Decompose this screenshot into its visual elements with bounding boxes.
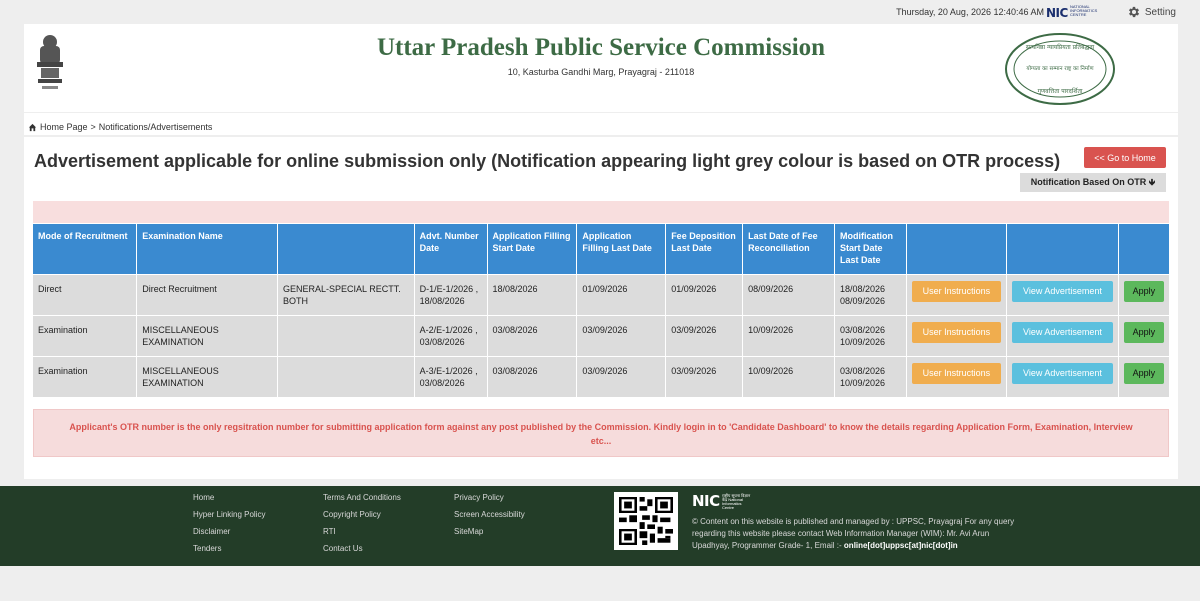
user-instructions-button[interactable]: User Instructions [912, 281, 1001, 302]
footer-link-copyright[interactable]: Copyright Policy [323, 510, 381, 519]
table-row [33, 356, 1169, 397]
cell-action [1006, 274, 1118, 315]
user-instructions-button[interactable]: User Instructions [912, 363, 1001, 384]
cell-action [906, 274, 1006, 315]
cell-exam: Direct Recruitment [137, 274, 278, 315]
nic-footer-logo: NIC राष्ट्रीय सूचना विज्ञान केंद्र National Informatics Centre [692, 492, 751, 510]
view-advertisement-button[interactable]: View Advertisement [1012, 281, 1113, 302]
breadcrumb [24, 113, 1178, 135]
footer-link-contact[interactable]: Contact Us [323, 544, 363, 553]
breadcrumb-home-link[interactable]: Home Page [40, 122, 88, 132]
cell-reconcile: 10/09/2026 [743, 356, 835, 397]
notification-otr-button[interactable]: Notification Based On OTR 🡻 [1020, 173, 1166, 192]
home-icon [28, 123, 37, 132]
view-advertisement-button[interactable]: View Advertisement [1012, 363, 1113, 384]
header-exam-name: Examination Name [137, 224, 278, 274]
otr-notice: Applicant's OTR number is the only regsitration number for submitting application form against any post published by the Commission. Kindly login in to 'Candidate Dashboard' to know the details regarding Application Form, Examination, Interview etc... [33, 409, 1169, 457]
footer-link-disclaimer[interactable]: Disclaimer [193, 527, 231, 536]
cell-mode: Examination [33, 356, 137, 397]
settings-label: Setting [1144, 6, 1176, 18]
cell-exam: MISCELLANEOUS EXAMINATION [137, 356, 278, 397]
advt-number: A-3/E-1/2026 , [419, 365, 478, 376]
advt-date: 03/08/2026 [419, 377, 465, 388]
site-address: 10, Kasturba Gandhi Marg, Prayagraj - 211018 [507, 67, 695, 77]
apply-button[interactable]: Apply [1124, 363, 1164, 384]
cell-modification [834, 356, 906, 397]
mod-last: 10/09/2026 [839, 377, 886, 388]
header-app-start: Application Filling Start Date [487, 224, 577, 274]
footer-links-col-3 [454, 492, 525, 543]
footer-link-accessibility[interactable]: Screen Accessibility [454, 510, 525, 519]
gear-icon [1127, 5, 1141, 19]
cell-post [278, 356, 415, 397]
main-content [24, 137, 1178, 479]
advt-number: D-1/E-1/2026 , [419, 283, 479, 294]
header-blank-3 [1118, 224, 1169, 274]
site-footer [0, 486, 1200, 566]
cell-exam: MISCELLANEOUS EXAMINATION [137, 315, 278, 356]
footer-copyright [692, 516, 1028, 552]
cell-action [1006, 315, 1118, 356]
table-header-row [33, 224, 1169, 274]
header-blank-2 [1006, 224, 1118, 274]
header-reconciliation: Last Date of Fee Reconciliation [743, 224, 835, 274]
footer-links-col-1 [193, 492, 265, 560]
page-title: Advertisement applicable for online submission only (Notification appearing light grey colour is based on OTR process) [34, 151, 1061, 171]
header-advt-number: Advt. Number Date [414, 224, 487, 274]
seal-middle-text: योग्यता का सम्मान राष्ट्र का निर्माण [1026, 66, 1094, 72]
cell-mode: Examination [33, 315, 137, 356]
nic-logo: NIC NATIONAL INFORMATICS CENTRE [1046, 4, 1098, 20]
commission-seal-icon [1004, 32, 1116, 106]
site-header [24, 24, 1178, 112]
header-mode: Mode of Recruitment [33, 224, 137, 274]
cell-advt [414, 274, 487, 315]
apply-button[interactable]: Apply [1124, 281, 1164, 302]
cell-modification [834, 274, 906, 315]
header-modification: Modification Start Date Last Date [834, 224, 906, 274]
top-bar [0, 0, 1200, 24]
alert-band [33, 201, 1169, 223]
mod-start: 03/08/2026 [839, 365, 886, 376]
cell-fee-last: 03/09/2026 [666, 315, 743, 356]
site-title: Uttar Pradesh Public Service Commission [376, 34, 826, 61]
footer-link-hyperlinking[interactable]: Hyper Linking Policy [193, 510, 266, 519]
cell-modification [834, 315, 906, 356]
cell-action [1006, 356, 1118, 397]
copyright-text: © Content on this website is published and managed by : UPPSC, Prayagraj For any query regarding this website please contact Web Information Manager (WIM): Mr. Avi Arun Upadhyay, Programmer Grade- 1, Email :- [692, 517, 1015, 550]
view-advertisement-button[interactable]: View Advertisement [1012, 322, 1113, 343]
cell-mode: Direct [33, 274, 137, 315]
cell-action [906, 315, 1006, 356]
advertisements-table [33, 224, 1169, 397]
cell-app-start: 03/08/2026 [487, 315, 577, 356]
cell-reconcile: 10/09/2026 [743, 315, 835, 356]
footer-link-home[interactable]: Home [193, 493, 215, 502]
footer-link-privacy[interactable]: Privacy Policy [454, 493, 504, 502]
cell-action [906, 356, 1006, 397]
footer-link-rti[interactable]: RTI [323, 527, 336, 536]
cell-app-start: 18/08/2026 [487, 274, 577, 315]
breadcrumb-separator: > [90, 122, 96, 132]
mod-last: 08/09/2026 [839, 295, 886, 306]
seal-top-text: सत्यनिष्ठा न्यायप्रियता प्रतिबद्धता [1025, 44, 1095, 51]
apply-button[interactable]: Apply [1124, 322, 1164, 343]
mod-start: 03/08/2026 [839, 324, 886, 335]
advt-date: 18/08/2026 [419, 295, 465, 306]
advt-date: 03/08/2026 [419, 336, 465, 347]
cell-fee-last: 01/09/2026 [666, 274, 743, 315]
header-fee-last: Fee Deposition Last Date [666, 224, 743, 274]
cell-advt [414, 356, 487, 397]
footer-link-sitemap[interactable]: SiteMap [454, 527, 484, 536]
footer-link-terms[interactable]: Terms And Conditions [323, 493, 401, 502]
cell-action [1118, 274, 1169, 315]
go-to-home-button[interactable]: << Go to Home [1084, 147, 1166, 168]
table-row [33, 315, 1169, 356]
cell-action [1118, 315, 1169, 356]
cell-app-last: 03/09/2026 [577, 356, 666, 397]
footer-links-col-2 [323, 492, 401, 560]
header-post [278, 224, 415, 274]
mod-last: 10/09/2026 [839, 336, 886, 347]
cell-advt [414, 315, 487, 356]
cell-fee-last: 03/09/2026 [666, 356, 743, 397]
cell-post: GENERAL-SPECIAL RECTT. BOTH [278, 274, 415, 315]
settings-button[interactable] [1127, 5, 1176, 19]
cell-action [1118, 356, 1169, 397]
header-blank-1 [906, 224, 1006, 274]
mod-start: 18/08/2026 [839, 283, 886, 294]
table-row [33, 274, 1169, 315]
cell-app-last: 03/09/2026 [577, 315, 666, 356]
seal-bottom-text: गुणवत्तिता पारदर्शिता [1037, 88, 1083, 95]
cell-app-last: 01/09/2026 [577, 274, 666, 315]
user-instructions-button[interactable]: User Instructions [912, 322, 1001, 343]
wim-email: online[dot]uppsc[at]nic[dot]in [843, 541, 958, 550]
breadcrumb-current: Notifications/Advertisements [98, 122, 213, 132]
header-app-last: Application Filling Last Date [577, 224, 666, 274]
cell-reconcile: 08/09/2026 [743, 274, 835, 315]
advt-number: A-2/E-1/2026 , [419, 324, 478, 335]
cell-post [278, 315, 415, 356]
cell-app-start: 03/08/2026 [487, 356, 577, 397]
qr-code-icon [614, 492, 678, 550]
current-datetime: Thursday, 20 Aug, 2026 12:40:46 AM [896, 7, 1044, 17]
footer-link-tenders[interactable]: Tenders [193, 544, 222, 553]
